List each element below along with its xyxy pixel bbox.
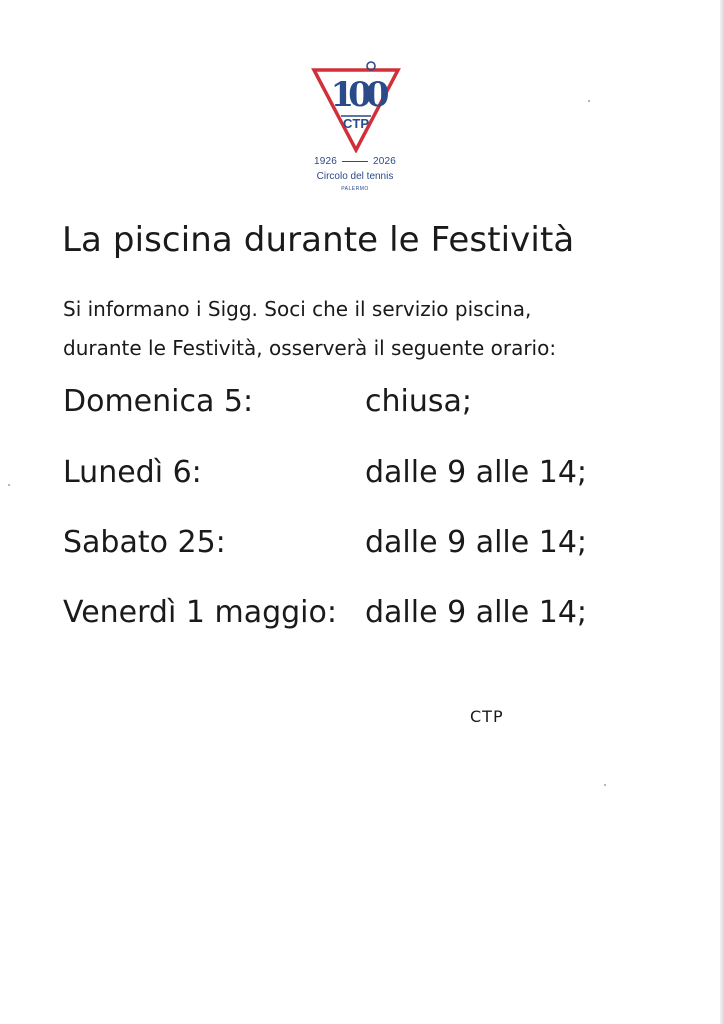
logo-years — [300, 156, 410, 167]
logo-year-dash — [342, 161, 368, 162]
logo-year-start: 1926 — [313, 156, 338, 167]
scan-speck — [588, 100, 590, 102]
schedule-row — [63, 525, 663, 573]
intro-line-2: durante le Festività, osserverà il seguente orario: — [63, 336, 557, 360]
schedule-day: Sabato 25: — [63, 525, 226, 560]
logo-club-name: Circolo del tennis — [316, 171, 394, 182]
schedule-day: Lunedì 6: — [63, 455, 202, 490]
schedule-row — [63, 595, 663, 643]
notice-signature: CTP — [470, 707, 504, 726]
notice-title: La piscina durante le Festività — [62, 220, 575, 260]
schedule-hours: dalle 9 alle 14; — [365, 455, 588, 490]
logo-monogram: 100 — [330, 75, 384, 115]
club-logo — [311, 58, 401, 153]
logo-initials: CTP — [343, 116, 369, 131]
logo-city: PALERMO — [341, 186, 369, 192]
logo-year-end: 2026 — [372, 156, 397, 167]
schedule-row — [63, 384, 663, 432]
page-edge — [720, 0, 724, 1024]
scan-speck — [604, 784, 606, 786]
notice-intro — [63, 290, 556, 368]
schedule-hours: dalle 9 alle 14; — [365, 525, 588, 560]
schedule-hours: dalle 9 alle 14; — [365, 595, 588, 630]
schedule-day: Domenica 5: — [63, 384, 254, 419]
schedule-hours: chiusa; — [365, 384, 472, 419]
schedule-day: Venerdì 1 maggio: — [63, 595, 337, 630]
intro-line-1: Si informano i Sigg. Soci che il servizio piscina, — [63, 297, 532, 321]
schedule-row — [63, 455, 663, 503]
scan-speck — [8, 484, 10, 486]
